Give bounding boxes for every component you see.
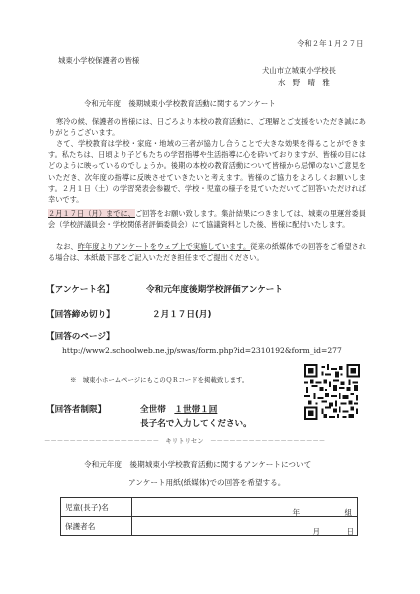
survey-qr-code[interactable] [304,364,360,420]
document-date: 令和２年１月２７日 [297,39,364,48]
cut-line: －－－－－－－－－－－－－－－－－－ キリトリセン －－－－－－－－－－－－－－－－－－ [44,437,326,445]
survey-name-value: 令和元年度後期学校評価アンケート [146,285,283,295]
paragraph-deadline [48,208,366,230]
web-note-prefix: なお、 [56,242,78,251]
survey-name-label: 【アンケート名】 [46,285,115,295]
month-label: 月 [312,527,321,536]
deadline-text: ご回答をお願い致します。集計結果につきましては、城東の里運営委員会（学校評議員会・学校関係者評価委員会）にて協議資料とした後、皆様に配付いたします。 [48,209,366,230]
web-note-rest: 従来の紙媒体での回答をご希望される場合は、本紙最下部をご記入いただき担任までご提出ください。 [48,242,366,263]
qr-note: ※ 城東小ホームページにもこのＱＲコードを掲載致します。 [70,376,249,384]
paragraph-greeting: 寒冷の候、保護者の皆様には、日ごろより本校の教育活動に、ご理解とご支援をいただき誠にありがとうございます。 [48,117,366,138]
day-label: 日 [346,527,355,536]
child-name-label: 児童(長子)名 [61,498,132,517]
document-title: 令和元年度 後期城東小学校教育活動に関するアンケート [84,99,276,108]
respondent-limit-label: 【回答者制限】 [46,405,107,415]
guardian-name-label: 保護者名 [61,517,132,536]
recipient: 城東小学校保護者の皆様 [58,56,140,65]
table-row [61,517,358,536]
paragraph-web-note [48,241,366,263]
limit-all-households: 全世帯 [140,405,175,415]
limit-once-per-household: １世帯１回 [174,405,218,415]
child-name-field[interactable] [132,498,358,517]
paragraph-purpose: さて、学校教育は学校・家庭・地域の三者が協力し合うことで大きな効果を得ることができます。私たちは、日頃より子どもたちの学習指導や生活指導に心を砕いておりますが、皆様の目にはどのように映っているのでしょうか。後期の本校の教育活動について皆様から忌憚のないご意見をいただき、次年度の指導に反映させていきたいと考えます。皆様のご協力をよろしくお願いします。２月１日（土）の学習発表会参観で、学校・児童の様子を見ていただいてご回答いただければ幸いです。 [48,139,366,205]
deadline-highlight: ２月１７日（月）までに、 [48,209,135,218]
table-row [61,498,358,517]
sender-name: 水 野 晴 雅 [278,78,330,87]
form-request-line: アンケート用紙(紙媒体)での回答を希望する。 [128,478,286,487]
respondent-limit-instruction: 長子名で入力してください。 [140,419,252,429]
class-label: 組 [344,508,353,517]
answer-page-label: 【回答のページ】 [46,332,115,342]
guardian-name-field[interactable] [132,517,358,536]
reply-form-table [60,497,358,536]
deadline-value: ２月１７日(月) [152,310,212,320]
form-heading: 令和元年度 後期城東小学校教育活動に関するアンケートについて [84,460,312,469]
survey-url-link[interactable]: http://www2.schoolweb.ne.jp/swas/form.php?id=2310192&form_id=277 [62,346,342,355]
deadline-label: 【回答締め切り】 [46,310,115,320]
respondent-limit-value [140,403,217,415]
web-note-underlined: 昨年度よりアンケートをウェブ上で実施しています。 [77,242,251,251]
sender-school: 犬山市立城東小学校長 [262,66,336,75]
year-label: 年 [292,508,301,517]
